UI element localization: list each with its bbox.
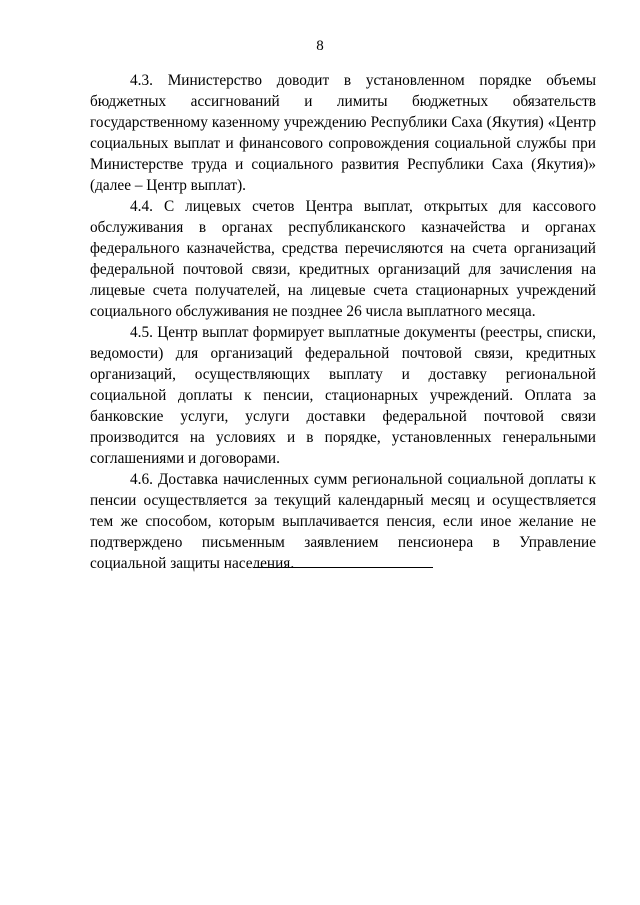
paragraph-4-4: 4.4. С лицевых счетов Центра выплат, открытых для кассового обслуживания в органах республиканского казначейства и органах федерального казначейства, средства перечисляются на счета организаций федеральной почтовой связи, кредитных организаций для зачисления на лицевые счета получателей, на лицевые счета стационарных учреждений социального обслуживания не позднее 26 числа выплатного месяца. <box>90 198 596 320</box>
document-body <box>90 70 596 574</box>
page-number: 8 <box>316 38 324 54</box>
paragraph-4-5: 4.5. Центр выплат формирует выплатные документы (реестры, списки, ведомости) для организаций федеральной почтовой связи, кредитных организаций, осуществляющих выплату и доставку региональной социальной доплаты к пенсии, стационарных учреждений. Оплата за банковские услуги, услуги доставки федеральной почтовой связи производится на условиях и в порядке, установленных генеральными соглашениями и договорами. <box>90 324 596 467</box>
paragraph-4-6: 4.6. Доставка начисленных сумм региональной социальной доплаты к пенсии осуществляется за текущий календарный месяц и осуществляется тем же способом, которым выплачивается пенсия, если иное желание не подтверждено письменным заявлением пенсионера в Управление социальной защиты населения. <box>90 471 596 572</box>
end-of-document-rule <box>253 567 433 568</box>
paragraph-4-3: 4.3. Министерство доводит в установленном порядке объемы бюджетных ассигнований и лимиты бюджетных обязательств государственному казенному учреждению Республики Саха (Якутия) «Центр социальных выплат и финансового сопровождения социальной службы при Министерстве труда и социального развития Республики Саха (Якутия)» (далее – Центр выплат). <box>90 72 596 194</box>
